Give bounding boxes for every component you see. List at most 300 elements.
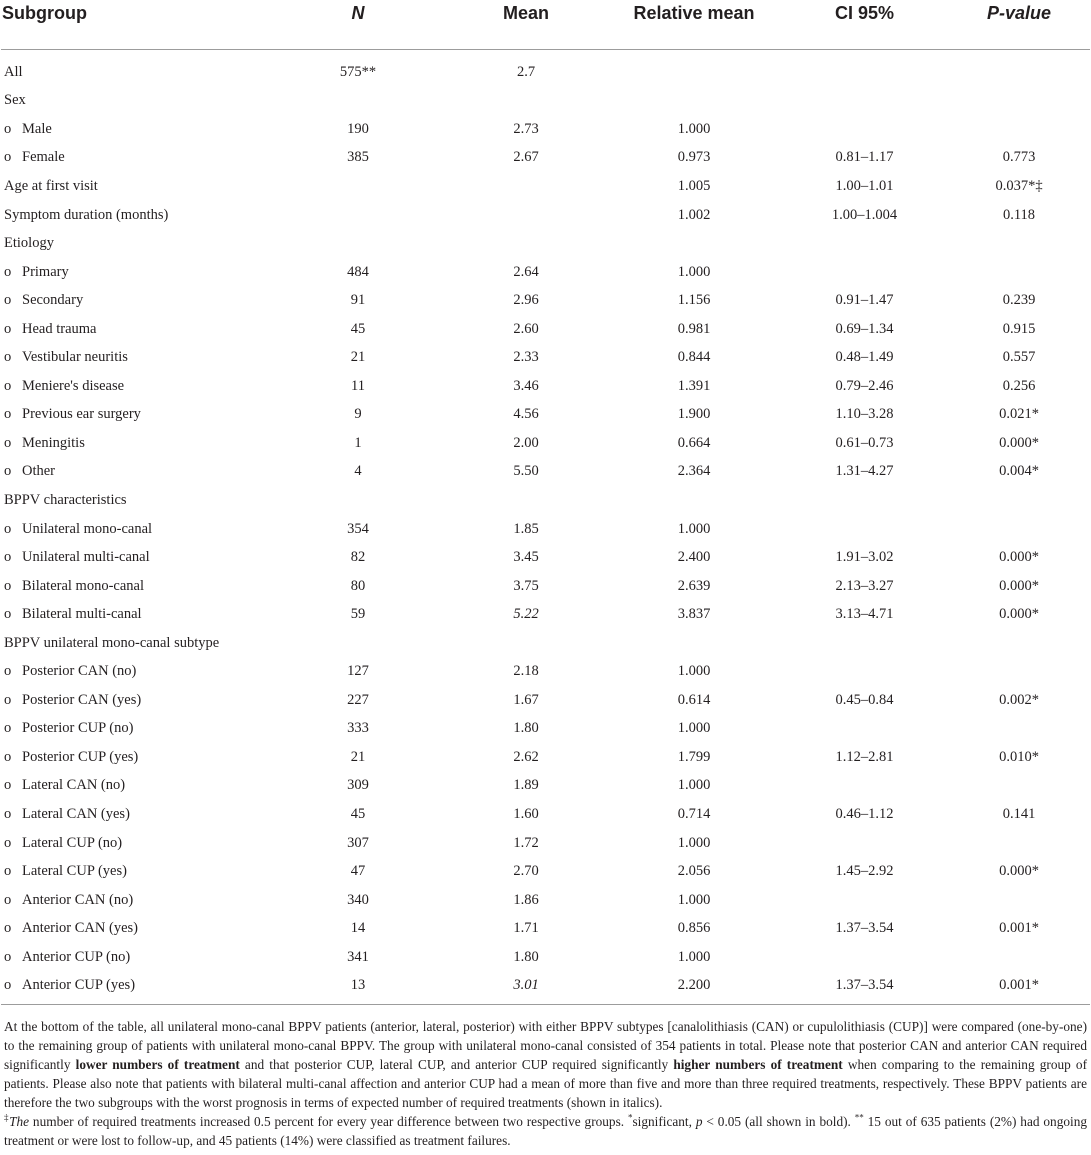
cell-mean: 3.75 [513,577,539,594]
table-header [1,0,1090,50]
bullet-marker: o [4,520,12,537]
cell-subgroup [1,172,271,201]
bullet-marker: o [4,720,12,737]
cell-relative-mean: 2.200 [607,972,781,1005]
cell-relative-mean: 0.856 [677,920,711,937]
subgroup-label: Anterior CUP (no) [22,948,131,965]
cell-subgroup [1,258,271,287]
footnote-text: < 0.05 (all shown in bold). [702,1114,855,1130]
cell-ci: 1.37–3.54 [835,920,894,937]
cell-relative-mean: 3.837 [677,606,711,623]
cell-n [271,87,445,116]
subgroup-label: All [4,63,23,80]
table-row [1,401,1090,430]
table-row [1,372,1090,401]
cell-p-value: 0.141 [1002,805,1036,822]
cell-relative-mean: 0.973 [677,149,711,166]
cell-ci: 0.81–1.17 [835,149,894,166]
cell-relative-mean: 1.000 [677,520,711,537]
header-subgroup: Subgroup [1,0,271,50]
cell-subgroup [1,914,271,943]
cell-ci: 3.13–4.71 [835,606,894,623]
subgroup-label: Previous ear surgery [22,406,141,423]
cell-p-value [948,50,1090,87]
table-row [1,829,1090,858]
header-p-value [948,0,1090,50]
table-row [1,343,1090,372]
table-row [1,429,1090,458]
cell-ci: 1.45–2.92 [835,863,894,880]
cell-ci: 1.12–2.81 [835,748,894,765]
cell-ci [781,829,948,858]
cell-ci [781,115,948,144]
cell-subgroup [1,686,271,715]
cell-p-value [948,657,1090,686]
subgroup-label: Posterior CAN (no) [22,663,137,680]
cell-relative-mean: 1.005 [677,177,711,194]
subgroup-label: Meniere's disease [22,377,125,394]
cell-ci [781,886,948,915]
cell-p-value: 0.001* [999,920,1039,937]
cell-subgroup [1,657,271,686]
table-row [1,914,1090,943]
cell-p-value [948,943,1090,972]
footnote-mark: ‡ [4,1112,10,1123]
cell-subgroup [1,515,271,544]
cell-n: 45 [350,320,366,337]
cell-p-value: 0.004* [999,463,1039,480]
cell-relative-mean [607,229,781,258]
cell-relative-mean: 1.391 [677,377,711,394]
cell-ci: 1.00–1.004 [831,206,898,223]
cell-subgroup [1,886,271,915]
cell-n: 1 [354,434,362,451]
bullet-marker: o [4,805,12,822]
cell-subgroup [1,543,271,572]
cell-p-value: 0.000* [999,863,1039,880]
subgroup-label: Symptom duration (months) [4,206,169,223]
cell-relative-mean [607,50,781,87]
cell-mean: 2.7 [516,63,536,80]
header-row [1,0,1090,50]
bullet-marker: o [4,691,12,708]
cell-subgroup [1,715,271,744]
cell-mean: 2.73 [513,120,539,137]
cell-p-value [948,629,1090,658]
cell-relative-mean [607,486,781,515]
cell-subgroup [1,743,271,772]
subgroup-label: Vestibular neuritis [22,349,128,366]
cell-p-value [948,886,1090,915]
cell-mean [445,486,607,515]
bullet-marker: o [4,834,12,851]
subgroup-label: Anterior CAN (yes) [22,920,138,937]
bullet-marker: o [4,977,12,994]
table-row [1,772,1090,801]
cell-p-value: 0.001* [948,972,1090,1005]
cell-ci [781,87,948,116]
subgroup-label: BPPV unilateral mono-canal subtype [4,634,220,651]
cell-relative-mean: 2.639 [677,577,711,594]
cell-p-value: 0.000* [999,549,1039,566]
bullet-marker: o [4,577,12,594]
cell-relative-mean: 1.156 [677,292,711,309]
cell-mean: 1.85 [513,520,539,537]
bullet-marker: o [4,663,12,680]
cell-subgroup [1,50,271,87]
cell-mean: 1.60 [513,805,539,822]
subgroup-label: Bilateral mono-canal [22,577,144,594]
cell-ci: 1.31–4.27 [835,463,894,480]
cell-n: 307 [347,834,369,851]
cell-relative-mean: 1.799 [677,748,711,765]
cell-subgroup [1,800,271,829]
cell-p-value [948,229,1090,258]
footnote-bold-text: lower numbers of treatment [75,1057,240,1073]
cell-p-value: 0.773 [1002,149,1036,166]
cell-relative-mean [607,87,781,116]
cell-n: 227 [347,691,369,708]
bullet-marker: o [4,606,12,623]
cell-ci: 0.45–0.84 [835,691,894,708]
cell-ci [781,50,948,87]
cell-relative-mean: 0.664 [677,434,711,451]
bullet-marker: o [4,377,12,394]
cell-subgroup [1,372,271,401]
cell-ci: 1.37–3.54 [781,972,948,1005]
subgroup-label: BPPV characteristics [4,491,127,508]
cell-n: 47 [350,863,366,880]
cell-subgroup [1,115,271,144]
cell-mean: 5.50 [513,463,539,480]
header-p-value-text: P-value [986,3,1052,23]
cell-p-value: 0.037*‡ [995,177,1043,194]
cell-subgroup [1,144,271,173]
results-table [1,0,1090,1005]
footnote-italic-text: p [695,1114,703,1130]
cell-ci: 0.69–1.34 [835,320,894,337]
bullet-marker: o [4,320,12,337]
cell-mean [445,201,607,230]
cell-ci [781,258,948,287]
cell-ci [781,943,948,972]
cell-subgroup [1,572,271,601]
cell-n: 45 [350,805,366,822]
subgroup-label: Posterior CUP (yes) [22,748,139,765]
cell-subgroup [1,429,271,458]
cell-n: 13 [271,972,445,1005]
cell-mean: 2.96 [513,292,539,309]
cell-ci: 0.79–2.46 [835,377,894,394]
cell-mean: 4.56 [513,406,539,423]
table-row [1,572,1090,601]
cell-subgroup [1,486,271,515]
bullet-marker: o [4,549,12,566]
table-row [1,543,1090,572]
table-row [1,87,1090,116]
table-row [1,172,1090,201]
cell-mean: 2.70 [513,863,539,880]
cell-subgroup [1,857,271,886]
bullet-marker: o [4,463,12,480]
cell-n [271,201,445,230]
cell-p-value [948,829,1090,858]
subgroup-label: Posterior CUP (no) [22,720,134,737]
cell-ci: 0.91–1.47 [835,292,894,309]
cell-relative-mean: 1.000 [677,948,711,965]
cell-p-value: 0.021* [999,406,1039,423]
cell-mean: 2.18 [513,663,539,680]
cell-n: 341 [347,948,369,965]
subgroup-label: Male [22,120,52,137]
subgroup-label: Primary [22,263,69,280]
subgroup-label: Etiology [4,235,54,252]
header-n: N [271,0,445,50]
cell-n: 4 [354,463,362,480]
cell-relative-mean: 0.714 [677,805,711,822]
table-row [1,229,1090,258]
cell-subgroup [1,401,271,430]
cell-subgroup [1,600,271,629]
subgroup-label: Bilateral multi-canal [22,606,142,623]
subgroup-label: Anterior CUP (yes) [22,977,136,994]
cell-mean [445,229,607,258]
cell-n: 80 [350,577,366,594]
bullet-marker: o [4,120,12,137]
table-row [1,515,1090,544]
table-footnote [4,1017,1087,1150]
subgroup-label: Anterior CAN (no) [22,891,134,908]
bullet-marker: o [4,434,12,451]
cell-relative-mean: 0.981 [677,320,711,337]
footnote-text: 15 out of 635 patients (2%) had ongoing treatment or were lost to follow-up, and 45 patients (14%) were classified as treatment failures. [4,1114,1087,1149]
cell-mean [445,87,607,116]
cell-relative-mean: 0.614 [677,691,711,708]
cell-subgroup [1,87,271,116]
cell-n: 21 [350,349,366,366]
cell-p-value [948,258,1090,287]
cell-n: 21 [350,748,366,765]
cell-n [271,172,445,201]
cell-mean: 1.80 [513,720,539,737]
cell-p-value: 0.118 [1002,206,1036,223]
footnote-bold-text: higher numbers of treatment [673,1057,843,1073]
subgroup-label: Age at first visit [4,177,98,194]
subgroup-label: Unilateral multi-canal [22,549,150,566]
footnote-paragraph-1 [4,1017,1087,1112]
cell-n: 190 [347,120,369,137]
cell-subgroup [1,772,271,801]
bullet-marker: o [4,748,12,765]
cell-mean: 2.33 [513,349,539,366]
cell-subgroup [1,972,271,1005]
footnote-mark: * [627,1112,633,1123]
table-row [1,886,1090,915]
header-mean: Mean [445,0,607,50]
cell-mean: 2.64 [513,263,539,280]
cell-ci [781,715,948,744]
bullet-marker: o [4,406,12,423]
table-row [1,286,1090,315]
cell-mean: 3.01 [445,972,607,1005]
cell-ci [781,629,948,658]
cell-n: 385 [347,149,369,166]
subgroup-label: Lateral CAN (yes) [22,805,130,822]
cell-relative-mean: 2.400 [677,549,711,566]
table-row [1,201,1090,230]
subgroup-label: Female [22,149,65,166]
cell-n: 127 [347,663,369,680]
cell-ci [781,486,948,515]
cell-mean: 1.86 [513,891,539,908]
table-row [1,115,1090,144]
table-body [1,50,1090,1005]
cell-relative-mean: 1.000 [677,120,711,137]
cell-ci: 2.13–3.27 [835,577,894,594]
bullet-marker: o [4,920,12,937]
cell-p-value: 0.000* [999,434,1039,451]
cell-mean: 3.46 [513,377,539,394]
cell-subgroup [1,315,271,344]
cell-subgroup [1,229,271,258]
table-row [1,657,1090,686]
cell-n: 354 [347,520,369,537]
cell-n: 91 [350,292,366,309]
cell-relative-mean: 1.000 [677,663,711,680]
cell-n: 484 [347,263,369,280]
cell-relative-mean: 0.844 [677,349,711,366]
cell-relative-mean: 1.000 [677,777,711,794]
bullet-marker: o [4,263,12,280]
cell-subgroup [1,343,271,372]
footnote-paragraph-2 [4,1112,1087,1150]
cell-p-value: 0.557 [1002,349,1036,366]
cell-p-value [948,87,1090,116]
cell-n: 82 [350,549,366,566]
cell-relative-mean: 1.900 [677,406,711,423]
table-row [1,943,1090,972]
subgroup-label: Lateral CUP (yes) [22,863,127,880]
cell-p-value: 0.915 [1002,320,1036,337]
table-row [1,458,1090,487]
footnote-mark: ** [854,1112,864,1123]
subgroup-label: Lateral CAN (no) [22,777,126,794]
subgroup-label: Other [22,463,56,480]
cell-ci [781,515,948,544]
cell-mean: 2.60 [513,320,539,337]
header-relative-mean: Relative mean [607,0,781,50]
cell-n: 575** [339,63,377,80]
cell-n [271,629,445,658]
header-ci: CI 95% [781,0,948,50]
table-row [1,600,1090,629]
cell-p-value: 0.002* [999,691,1039,708]
bullet-marker: o [4,777,12,794]
cell-ci: 0.61–0.73 [835,434,894,451]
cell-mean [445,629,607,658]
cell-mean: 3.45 [513,549,539,566]
cell-mean: 2.67 [513,149,539,166]
table-row [1,50,1090,87]
table-row [1,315,1090,344]
cell-p-value: 0.000* [999,577,1039,594]
cell-n [271,229,445,258]
cell-n: 59 [350,606,366,623]
cell-relative-mean: 1.002 [677,206,711,223]
cell-relative-mean: 1.000 [677,263,711,280]
cell-relative-mean: 2.056 [677,863,711,880]
subgroup-label: Posterior CAN (yes) [22,691,142,708]
cell-mean: 5.22 [513,606,539,623]
table-row [1,258,1090,287]
cell-relative-mean: 1.000 [677,891,711,908]
cell-ci: 1.91–3.02 [835,549,894,566]
bullet-marker: o [4,292,12,309]
cell-relative-mean: 1.000 [677,720,711,737]
cell-ci [781,657,948,686]
cell-mean: 1.89 [513,777,539,794]
cell-ci [781,772,948,801]
cell-subgroup [1,629,271,658]
bullet-marker: o [4,948,12,965]
cell-p-value [948,715,1090,744]
bullet-marker: o [4,863,12,880]
table-row [1,715,1090,744]
cell-p-value: 0.256 [1002,377,1036,394]
cell-ci: 0.46–1.12 [835,805,894,822]
table-row [1,800,1090,829]
subgroup-label: Head trauma [22,320,97,337]
cell-n: 340 [347,891,369,908]
cell-relative-mean [607,629,781,658]
table-row [1,743,1090,772]
cell-mean: 1.72 [513,834,539,851]
cell-n: 309 [347,777,369,794]
footnote-text: and that posterior CUP, lateral CUP, and anterior CUP required significantly [239,1057,674,1073]
cell-n: 11 [351,377,365,394]
table-row [1,144,1090,173]
subgroup-label: Secondary [22,292,84,309]
subgroup-label: Lateral CUP (no) [22,834,123,851]
cell-mean: 2.62 [513,748,539,765]
cell-relative-mean: 1.000 [677,834,711,851]
bullet-marker: o [4,349,12,366]
table-row [1,686,1090,715]
footnote-text: number of required treatments increased 0.5 percent for every year difference between two respective groups. [29,1114,628,1130]
cell-relative-mean: 2.364 [677,463,711,480]
table-row [1,857,1090,886]
cell-n: 333 [347,720,369,737]
cell-ci: 1.10–3.28 [835,406,894,423]
bullet-marker: o [4,149,12,166]
cell-mean: 1.67 [513,691,539,708]
subgroup-label: Sex [4,92,26,109]
cell-mean: 1.80 [513,948,539,965]
cell-mean: 1.71 [513,920,539,937]
cell-subgroup [1,201,271,230]
cell-ci: 0.48–1.49 [835,349,894,366]
cell-p-value: 0.239 [1002,292,1036,309]
cell-mean: 2.00 [513,434,539,451]
cell-p-value [948,515,1090,544]
cell-mean [445,172,607,201]
cell-n [271,486,445,515]
cell-n: 14 [350,920,366,937]
table-row [1,629,1090,658]
cell-p-value [948,772,1090,801]
cell-ci [781,229,948,258]
bullet-marker: o [4,891,12,908]
